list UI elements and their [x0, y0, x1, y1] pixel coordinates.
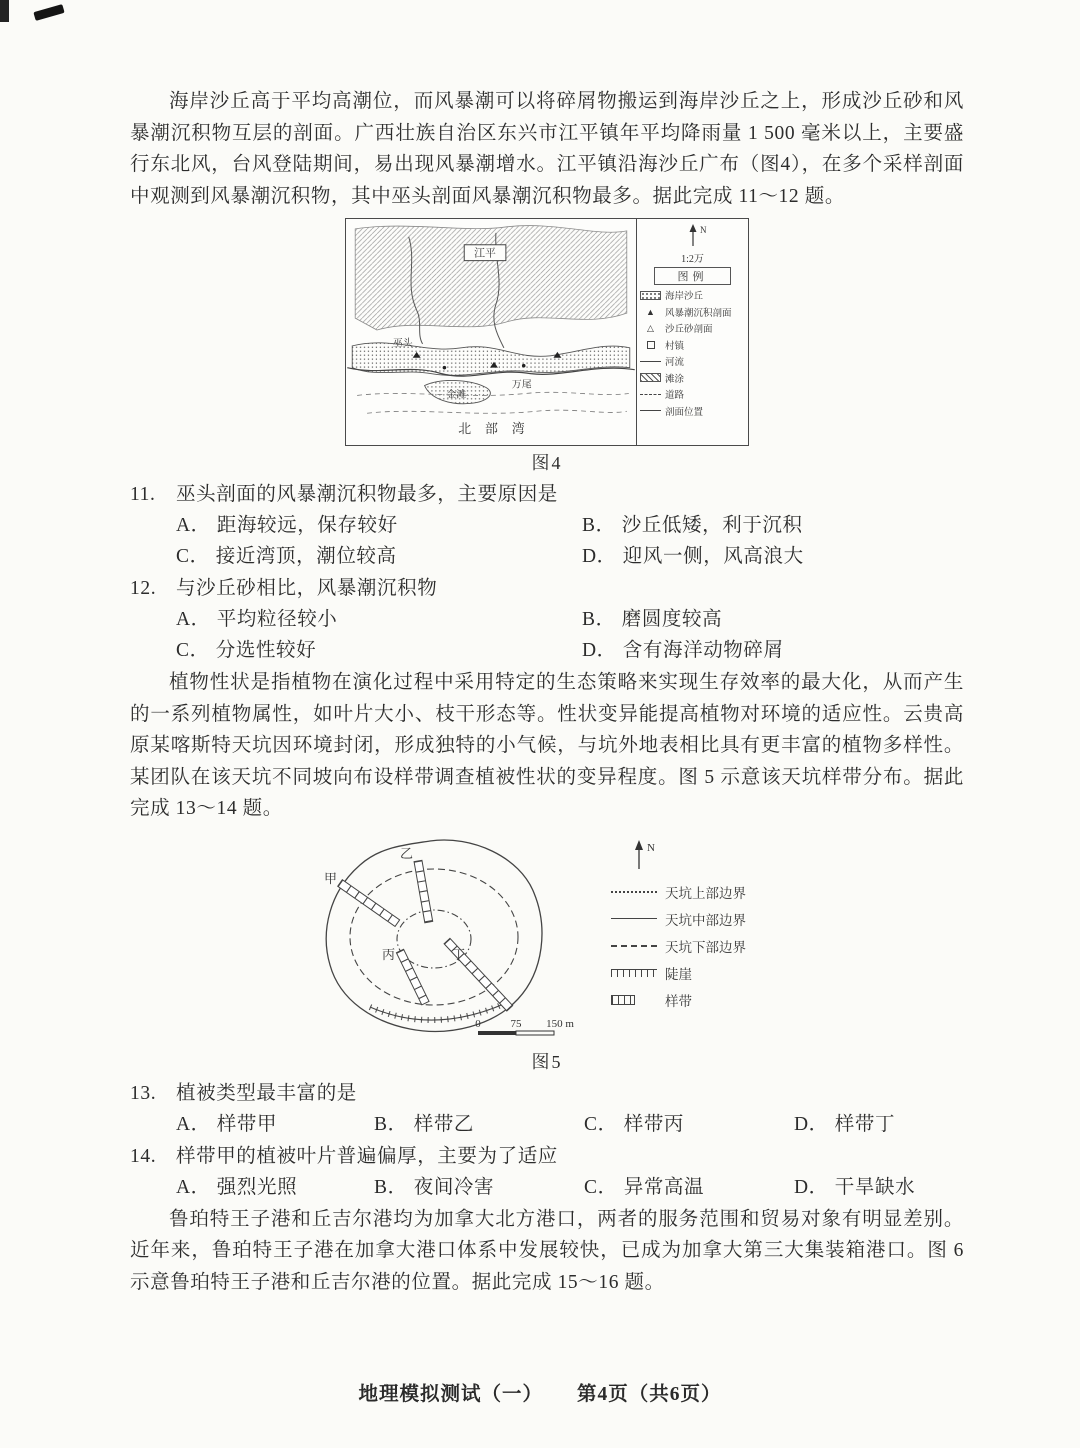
- question-stem: 植被类型最丰富的是: [176, 1082, 357, 1104]
- dune-pattern-icon: [640, 291, 661, 300]
- svg-text:75: 75: [510, 1017, 522, 1030]
- passage-2: 植物性状是指植物在演化过程中采用特定的生态策略来实现生存效率的最大化，从而产生的一系列植物属性，如叶片大小、枝干形态等。性状变异能提高植物对环境的适应性。云贵高原某喀斯特天坑因环境封闭，形成独特的小气候，与坑外地表相比具有更丰富的植物多样性。某团队在该天坑不同坡向布设样带调查植被性状的变异程度。图 5 示意该天坑样带分布。据此完成 13～14 题。: [130, 672, 964, 819]
- legend-label: 样带: [665, 993, 692, 1009]
- legend-item: [640, 305, 745, 319]
- question-13: [130, 1078, 964, 1140]
- question-stem: 与沙丘砂相比，风暴潮沉积物: [176, 578, 438, 599]
- option-a: A． 样带甲: [176, 1113, 278, 1135]
- solid-line-icon: [611, 918, 657, 919]
- legend-item: [640, 338, 745, 352]
- option-b: B． 夜间冷害: [374, 1176, 495, 1198]
- legend-item: [611, 936, 807, 956]
- figure-4-frame: [345, 218, 749, 446]
- legend-label: 道路: [665, 391, 685, 401]
- question-number: 14.: [130, 1145, 157, 1167]
- option-d: D． 迎风一侧，风高浪大: [582, 546, 804, 567]
- footer-page-number: 第4页（共6页）: [576, 1384, 722, 1405]
- page-footer: [0, 1378, 1080, 1406]
- map-scale: 1:2万: [681, 254, 704, 265]
- open-triangle-icon: △: [647, 322, 654, 333]
- legend-label: 天坑中部边界: [665, 912, 746, 928]
- option-a: A． 强烈光照: [176, 1176, 298, 1198]
- belt-label-bing: 丙: [382, 946, 396, 962]
- option-c: C． 异常高温: [584, 1176, 705, 1198]
- belt-jia: [338, 879, 400, 926]
- question-number: 13.: [130, 1082, 157, 1104]
- north-label: N: [699, 225, 706, 235]
- option-c: C． 分选性较好: [176, 640, 317, 661]
- legend-item: [611, 909, 807, 929]
- option-d: D． 样带丁: [794, 1113, 896, 1135]
- passage-1: 海岸沙丘高于平均高潮位，而风暴潮可以将碎屑物搬运到海岸沙丘之上，形成沙丘砂和风暴潮沉积物互层的剖面。广西壮族自治区东兴市江平镇年平均降雨量 1 500 毫米以上，主要盛行东北风，台风登陆期间，易出现风暴潮增水。江平镇沿海沙丘广布（图4），在多个采样剖面中观测到风暴潮沉积物，其中巫头剖面风暴潮沉积物最多。据此完成 11～12 题。: [130, 91, 964, 207]
- figure-5-legend: [597, 831, 807, 1045]
- legend-label: 剖面位置: [665, 407, 704, 418]
- town-square-icon: [640, 340, 661, 349]
- scan-artifact: [0, 0, 9, 22]
- road-line-icon: [640, 394, 661, 395]
- figure-5-frame: [277, 831, 817, 1045]
- legend-label: 滩涂: [665, 374, 685, 385]
- legend-item: [640, 404, 745, 418]
- legend-label: 天坑上部边界: [665, 885, 746, 901]
- legend-item: [640, 387, 745, 401]
- option-a: A． 平均粒径较小: [176, 609, 338, 630]
- section-line-icon: [640, 410, 661, 411]
- option-c: C． 样带丙: [584, 1113, 685, 1135]
- belt-label-yi: 乙: [400, 845, 414, 861]
- tidal-flat-icon: [640, 373, 661, 382]
- option-d: D． 含有海洋动物碎屑: [582, 640, 784, 661]
- belt-bing: [396, 949, 429, 1005]
- question-14: [130, 1141, 964, 1203]
- belt-label-jia: 甲: [324, 870, 338, 886]
- legend-item: [611, 990, 807, 1010]
- figure-4: [130, 218, 964, 475]
- map-sample-point: [443, 366, 447, 370]
- map-label-bay: 北部湾: [458, 422, 539, 437]
- question-11: [130, 479, 964, 572]
- map-sample-point: [522, 364, 526, 368]
- question-stem: 巫头剖面的风暴潮沉积物最多，主要原因是: [176, 484, 558, 505]
- svg-text:150 m: 150 m: [546, 1017, 574, 1030]
- legend-label: 河流: [665, 358, 685, 368]
- map-sea-wave: [357, 392, 629, 395]
- question-number: 12.: [130, 578, 157, 599]
- passage-3: 鲁珀特王子港和丘吉尔港均为加拿大北方港口，两者的服务范围和贸易对象有明显差别。近年来，鲁珀特王子港在加拿大港口体系中发展较快，已成为加拿大第三大集装箱港口。图 6 示意鲁珀特王子港和丘吉尔港的位置。据此完成 15～16 题。: [130, 1208, 964, 1293]
- question-options: [176, 604, 964, 666]
- legend-item: [611, 963, 807, 983]
- figure-5: [130, 831, 964, 1074]
- map-label-jiangping: 江平: [474, 247, 496, 260]
- question-stem: 样带甲的植被叶片普遍偏厚，主要为了适应: [176, 1145, 558, 1167]
- figure-5-map: [277, 831, 597, 1045]
- question-options: [176, 1172, 964, 1203]
- scan-artifact: [33, 4, 64, 21]
- dashdot-line-icon: [611, 945, 657, 947]
- legend-label: 海岸沙丘: [665, 292, 704, 302]
- figure-4-legend: [636, 219, 748, 445]
- north-arrow: [625, 837, 807, 875]
- figure-5-caption: 图5: [531, 1051, 563, 1072]
- map-land: [355, 226, 627, 330]
- footer-title: 地理模拟测试（一）: [358, 1384, 544, 1405]
- legend-label: 风暴潮沉积剖面: [665, 308, 732, 319]
- svg-text:0: 0: [475, 1017, 481, 1030]
- question-12: [130, 573, 964, 666]
- legend-item: [640, 321, 745, 335]
- legend-item: [640, 354, 745, 368]
- question-number: 11.: [130, 484, 156, 505]
- map-label-jintan: 金滩: [446, 389, 467, 401]
- belt-label-ding: 丁: [452, 946, 466, 962]
- dotted-line-icon: [611, 891, 657, 893]
- option-b: B． 沙丘低矮，利于沉积: [582, 515, 803, 536]
- legend-label: 村镇: [665, 341, 685, 352]
- option-a: A． 距海较远，保存较好: [176, 515, 398, 536]
- legend-item: [640, 371, 745, 385]
- legend-item: [640, 288, 745, 302]
- legend-item: [611, 882, 807, 902]
- legend-label: 沙丘砂剖面: [665, 325, 713, 335]
- belt-yi: [414, 860, 433, 922]
- north-arrow: [640, 221, 745, 250]
- question-options: [176, 1109, 964, 1140]
- scale-bar: [475, 1018, 574, 1035]
- belt-symbol-icon: [611, 995, 657, 1005]
- option-b: B． 磨圆度较高: [582, 609, 723, 630]
- map-sea-wave: [367, 410, 627, 413]
- option-b: B． 样带乙: [374, 1113, 475, 1135]
- legend-label: 天坑下部边界: [665, 939, 746, 955]
- north-label: N: [647, 841, 655, 854]
- option-c: C． 接近湾顶，潮位较高: [176, 546, 397, 567]
- map-label-wanwei: 万尾: [511, 379, 532, 391]
- cliff-ticks: [370, 1003, 506, 1020]
- map-label-wutou: 巫头: [392, 337, 413, 349]
- filled-triangle-icon: ▲: [646, 306, 655, 317]
- figure-4-map: [346, 219, 636, 445]
- option-d: D． 干旱缺水: [794, 1176, 916, 1198]
- legend-label: 陡崖: [665, 966, 692, 982]
- river-line-icon: [640, 361, 661, 362]
- question-options: [176, 510, 964, 572]
- cliff-symbol-icon: [611, 969, 657, 977]
- legend-title: 图例: [654, 267, 731, 285]
- figure-4-caption: 图4: [531, 453, 563, 473]
